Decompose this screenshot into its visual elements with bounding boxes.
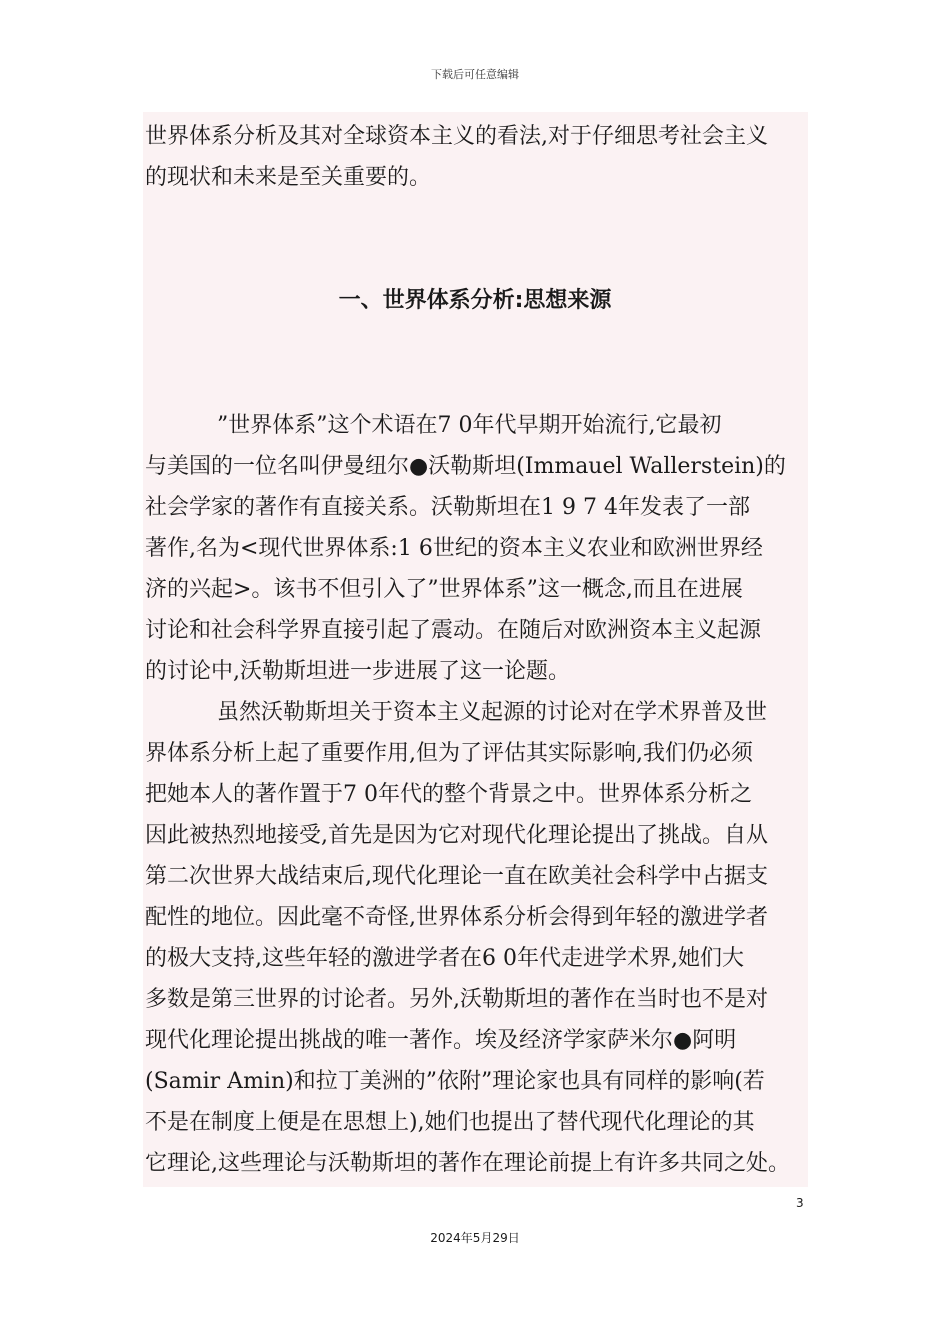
- paragraph-line: 讨论和社会科学界直接引起了震动。在随后对欧洲资本主义起源: [145, 618, 762, 643]
- intro-line: 世界体系分析及其对全球资本主义的看法,对于仔细思考社会主义: [145, 124, 768, 149]
- paragraph-line: 著作,名为<现代世界体系:1 6世纪的资本主义农业和欧洲世界经: [145, 536, 763, 561]
- paragraph-line: 济的兴起>。该书不但引入了”世界体系”这一概念,而且在进展: [145, 577, 743, 602]
- page-header: 下载后可任意编辑: [431, 68, 519, 81]
- paragraph-line: (Samir Amin)和拉丁美洲的”依附”理论家也具有同样的影响(若: [145, 1069, 765, 1094]
- section-title: 一、世界体系分析:思想来源: [338, 288, 612, 313]
- paragraph-line: 配性的地位。因此毫不奇怪,世界体系分析会得到年轻的激进学者: [145, 905, 768, 930]
- paragraph-line: 现代化理论提出挑战的唯一著作。埃及经济学家萨米尔●阿明: [145, 1028, 737, 1053]
- paragraph-line: 不是在制度上便是在思想上),她们也提出了替代现代化理论的其: [145, 1110, 755, 1135]
- page-number: 3: [796, 1196, 804, 1210]
- paragraph-line: 的极大支持,这些年轻的激进学者在6 0年代走进学术界,她们大: [145, 946, 744, 971]
- footer-date: 2024年5月29日: [430, 1231, 520, 1245]
- paragraph-line: 与美国的一位名叫伊曼纽尔●沃勒斯坦(Immauel Wallerstein)的: [145, 454, 786, 479]
- intro-line: 的现状和未来是至关重要的。: [145, 165, 432, 190]
- paragraph-line: 界体系分析上起了重要作用,但为了评估其实际影响,我们仍必须: [145, 741, 753, 766]
- paragraph-line: ”世界体系”这个术语在7 0年代早期开始流行,它最初: [217, 413, 722, 438]
- paragraph-line: 第二次世界大战结束后,现代化理论一直在欧美社会科学中占据支: [145, 864, 768, 889]
- paragraph-line: 把她本人的著作置于7 0年代的整个背景之中。世界体系分析之: [145, 782, 752, 807]
- paragraph-line: 因此被热烈地接受,首先是因为它对现代化理论提出了挑战。自从: [145, 823, 768, 848]
- paragraph-line: 虽然沃勒斯坦关于资本主义起源的讨论对在学术界普及世: [217, 700, 768, 725]
- intro-paragraph: [145, 116, 805, 198]
- paragraph-line: 它理论,这些理论与沃勒斯坦的著作在理论前提上有许多共同之处。: [145, 1151, 790, 1176]
- paragraph-line: 社会学家的著作有直接关系。沃勒斯坦在1 9 7 4年发表了一部: [145, 495, 750, 520]
- paragraph-line: 多数是第三世界的讨论者。另外,沃勒斯坦的著作在当时也不是对: [145, 987, 768, 1012]
- paragraph-2: [145, 692, 805, 1184]
- paragraph-line: 的讨论中,沃勒斯坦进一步进展了这一论题。: [145, 659, 570, 684]
- paragraph-1: [145, 405, 805, 692]
